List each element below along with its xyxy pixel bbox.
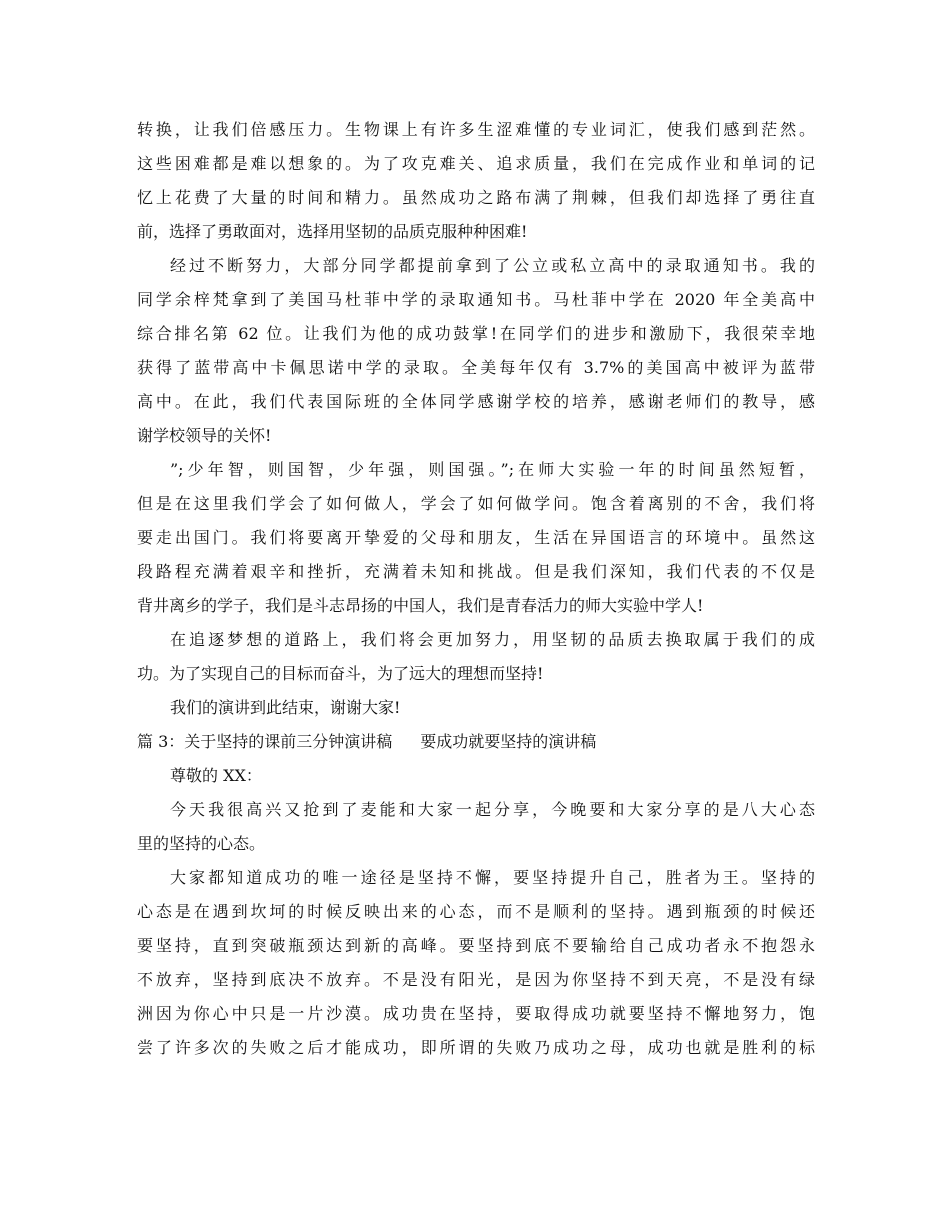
document-body <box>137 113 815 1065</box>
paragraph-first-line: 大家都知道成功的唯一途径是坚持不懈，要坚持提升自己，胜者为王。坚持的 <box>170 868 815 887</box>
paragraph-first-line: 今天我很高兴又抢到了麦能和大家一起分享，今晚要和大家分享的是八大心态 <box>170 800 815 819</box>
text-line: 段路程充满着艰辛和挫折，充满着未知和挑战。但是我们深知，我们代表的不仅是 <box>137 562 815 581</box>
section-heading-right: 要成功就要坚持的演讲稿 <box>420 732 597 751</box>
text-line: 要坚持，直到突破瓶颈达到新的高峰。要坚持到底不要输给自己成功者永不抱怨永 <box>137 936 815 955</box>
text-line: 尝了许多次的失败之后才能成功，即所谓的失败乃成功之母，成功也就是胜利的标 <box>137 1038 815 1057</box>
text-line: 但是在这里我们学会了如何做人，学会了如何做学问。饱含着离别的不舍，我们将 <box>137 494 815 513</box>
text-line: 高中。在此，我们代表国际班的全体同学感谢学校的培养，感谢老师们的教导，感 <box>137 392 815 411</box>
text-line: 同学余梓梵拿到了美国马杜菲中学的录取通知书。马杜菲中学在 2020 年全美高中 <box>137 290 815 309</box>
text-line: 要走出国门。我们将要离开挚爱的父母和朋友，生活在异国语言的环境中。虽然这 <box>137 528 815 547</box>
salutation-line: 尊敬的 XX： <box>170 766 262 785</box>
text-line: 不放弃，坚持到底决不放弃。不是没有阳光，是因为你坚持不到天亮，不是没有绿 <box>137 970 815 989</box>
text-line: 谢学校领导的关怀! <box>137 426 272 445</box>
text-line: 忆上花费了大量的时间和精力。虽然成功之路布满了荆棘，但我们却选择了勇往直 <box>137 188 815 207</box>
text-line: 综合排名第 62 位。让我们为他的成功鼓掌!在同学们的进步和激励下，我很荣幸地 <box>137 324 815 343</box>
section-heading-left: 篇 3：关于坚持的课前三分钟演讲稿 <box>137 732 393 751</box>
closing-line: 我们的演讲到此结束，谢谢大家! <box>170 698 401 717</box>
paragraph-first-line: ”;少年智，则国智，少年强，则国强。”;在师大实验一年的时间虽然短暂， <box>170 460 815 479</box>
text-line: 前，选择了勇敢面对，选择用坚韧的品质克服种种困难! <box>137 222 528 241</box>
paragraph-first-line: 在追逐梦想的道路上，我们将会更加努力，用坚韧的品质去换取属于我们的成 <box>170 630 815 649</box>
text-line: 转换，让我们倍感压力。生物课上有许多生涩难懂的专业词汇，使我们感到茫然。 <box>137 120 815 139</box>
text-line: 心态是在遇到坎坷的时候反映出来的心态，而不是顺利的坚持。遇到瓶颈的时候还 <box>137 902 815 921</box>
section-heading <box>137 725 815 759</box>
paragraph-first-line: 经过不断努力，大部分同学都提前拿到了公立或私立高中的录取通知书。我的 <box>170 256 815 275</box>
text-line: 获得了蓝带高中卡佩思诺中学的录取。全美每年仅有 3.7%的美国高中被评为蓝带 <box>137 358 815 377</box>
text-line: 这些困难都是难以想象的。为了攻克难关、追求质量，我们在完成作业和单词的记 <box>137 154 815 173</box>
text-line: 里的坚持的心态。 <box>137 834 266 853</box>
text-line: 背井离乡的学子，我们是斗志昂扬的中国人，我们是青春活力的师大实验中学人! <box>137 596 704 615</box>
text-line: 功。为了实现自己的目标而奋斗，为了远大的理想而坚持! <box>137 664 544 683</box>
text-line: 洲因为你心中只是一片沙漠。成功贵在坚持，要取得成功就要坚持不懈地努力，饱 <box>137 1004 815 1023</box>
